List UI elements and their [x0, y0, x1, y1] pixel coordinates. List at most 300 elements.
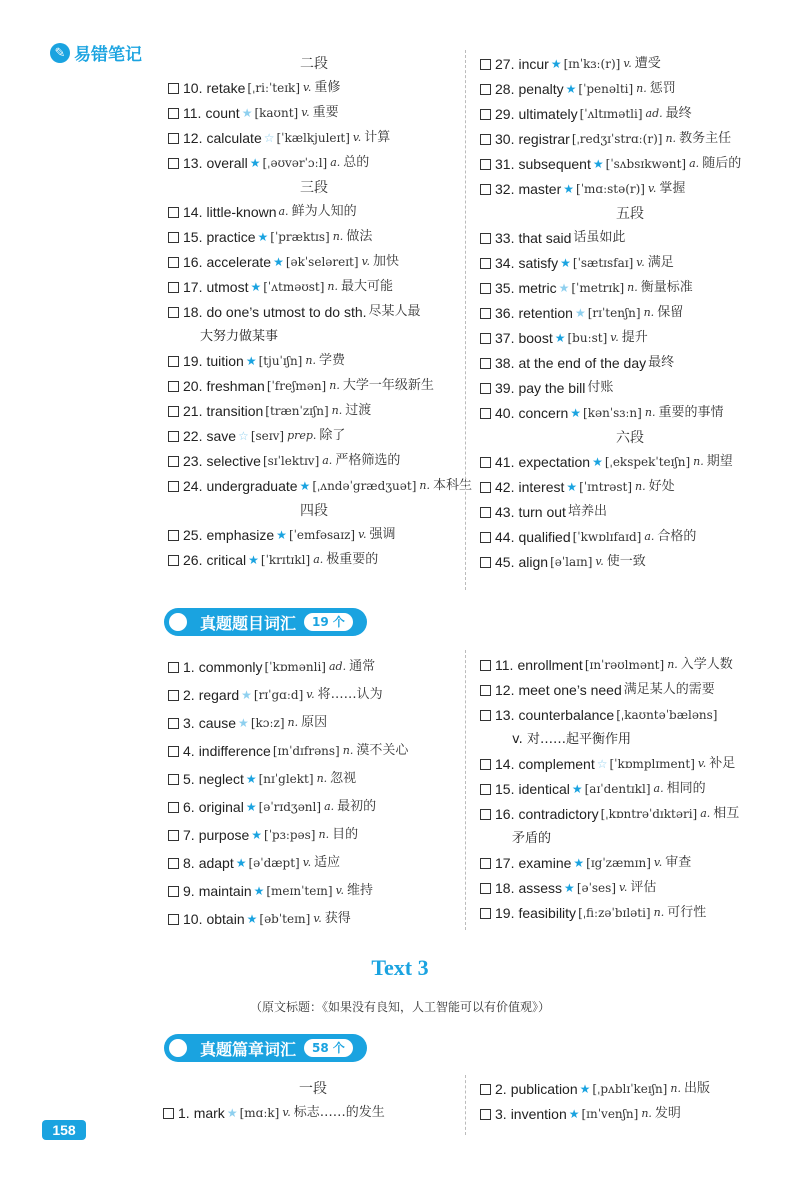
vocab-item: [168, 76, 460, 101]
item-number: 29.: [495, 106, 515, 122]
vocab-word: counterbalance: [518, 707, 615, 723]
checkbox[interactable]: [168, 802, 179, 813]
star-icon: ★: [568, 1107, 580, 1121]
part-of-speech: a.: [330, 156, 341, 169]
meaning: 最终: [648, 355, 675, 370]
checkbox[interactable]: [480, 383, 491, 394]
phonetic: [ˈʌltɪmətli]: [579, 107, 643, 121]
checkbox[interactable]: [480, 59, 491, 70]
vocab-item: [168, 765, 460, 793]
meaning: 随后的: [702, 156, 742, 171]
meaning: 发明: [654, 1106, 681, 1121]
checkbox[interactable]: [480, 159, 491, 170]
checkbox[interactable]: [168, 158, 179, 169]
vocab-item: [168, 548, 460, 573]
item-number: 33.: [495, 230, 515, 246]
phonetic: [nɪˈglekt]: [258, 772, 314, 786]
item-number: 39.: [495, 380, 515, 396]
meaning: 重要: [312, 105, 339, 120]
meaning: 期望: [706, 454, 733, 469]
vocab-item: [480, 52, 780, 77]
checkbox[interactable]: [480, 858, 491, 869]
item-number: 26.: [183, 552, 203, 568]
vocab-item: [168, 681, 460, 709]
phonetic: [ˌkaʊntəˈbæləns]: [616, 708, 718, 722]
checkbox[interactable]: [480, 507, 491, 518]
checkbox[interactable]: [480, 908, 491, 919]
vocab-word: retake: [206, 80, 246, 96]
checkbox[interactable]: [168, 381, 179, 392]
checkbox[interactable]: [480, 184, 491, 195]
checkbox[interactable]: [480, 710, 491, 721]
meaning: 可行性: [667, 905, 707, 920]
meaning: 将……认为: [317, 687, 383, 702]
vocab-item: [168, 225, 460, 250]
vocab-word: save: [206, 428, 237, 444]
checkbox[interactable]: [480, 134, 491, 145]
vocab-word: contradictory: [518, 806, 599, 822]
checkbox[interactable]: [168, 886, 179, 897]
checkbox[interactable]: [480, 759, 491, 770]
phonetic: [ɪnˈrəʊlmənt]: [584, 658, 665, 672]
vocab-item: [168, 849, 460, 877]
checkbox[interactable]: [480, 308, 491, 319]
vocab-item: [480, 276, 780, 301]
item-number: 8.: [183, 855, 195, 871]
item-number: 11.: [495, 657, 514, 673]
star-icon: ★: [246, 912, 258, 926]
star-icon: ★: [245, 800, 257, 814]
item-number: 31.: [495, 156, 515, 172]
checkbox[interactable]: [480, 482, 491, 493]
checkbox[interactable]: [480, 1084, 491, 1095]
item-number: 43.: [495, 504, 515, 520]
checkbox[interactable]: [168, 555, 179, 566]
vocab-item: [168, 821, 460, 849]
meaning: 漠不关心: [356, 743, 409, 758]
star-icon: ★: [226, 1106, 238, 1120]
vocab-item: [168, 374, 460, 399]
phonetic: [əˈses]: [576, 881, 616, 895]
checkbox[interactable]: [168, 914, 179, 925]
phonetic: [ˈɪntrəst]: [579, 480, 633, 494]
phonetic: [ˌʌndəˈgrædʒuət]: [312, 479, 417, 493]
phonetic: [ˌekspekˈteɪʃn]: [604, 455, 691, 469]
checkbox[interactable]: [480, 408, 491, 419]
checkbox[interactable]: [480, 258, 491, 269]
checkbox[interactable]: [480, 532, 491, 543]
column-divider: [465, 1075, 466, 1135]
section3-left-column: [163, 1077, 463, 1126]
item-number: 15.: [495, 781, 515, 797]
meaning: 做法: [346, 229, 373, 244]
part-of-speech: n.: [327, 280, 339, 293]
checkbox[interactable]: [168, 830, 179, 841]
checkbox[interactable]: [480, 457, 491, 468]
part-of-speech: ad.: [645, 107, 663, 120]
phonetic: [rɪˈtenʃn]: [587, 306, 641, 320]
vocab-word: overall: [206, 155, 248, 171]
item-number: 10.: [183, 80, 203, 96]
checkbox[interactable]: [168, 257, 179, 268]
vocab-item: [168, 737, 460, 765]
checkbox[interactable]: [168, 746, 179, 757]
part-of-speech: n.: [419, 479, 430, 492]
vocab-word: feasibility: [518, 905, 577, 921]
star-icon: ★: [564, 881, 575, 895]
banner-passage-vocab: [164, 1034, 367, 1062]
checkbox[interactable]: [480, 784, 491, 795]
checkbox[interactable]: [480, 109, 491, 120]
vocab-word: mark: [193, 1105, 225, 1121]
star-icon: ★: [241, 106, 253, 120]
item-number: 14.: [495, 756, 515, 772]
meaning: 过渡: [345, 403, 372, 418]
vocab-item: [480, 901, 780, 926]
magnifier-circle-icon: [166, 610, 190, 634]
item-number: 38.: [495, 355, 515, 371]
checkbox[interactable]: [168, 207, 179, 218]
meaning: 除了: [319, 428, 346, 443]
item-number: 34.: [495, 255, 515, 271]
vocab-item: [168, 709, 460, 737]
checkbox[interactable]: [168, 481, 179, 492]
checkbox[interactable]: [168, 282, 179, 293]
meaning: 出版: [683, 1081, 710, 1096]
star-icon: ★: [241, 688, 252, 702]
part-of-speech: a.: [689, 157, 700, 170]
part-of-speech: n.: [329, 379, 340, 392]
item-number: 25.: [183, 527, 203, 543]
vocab-word: metric: [518, 280, 557, 296]
checkbox[interactable]: [480, 685, 491, 696]
vocab-item: [480, 550, 780, 575]
meaning: 标志……的发生: [293, 1105, 385, 1120]
vocab-item: [480, 703, 780, 728]
vocab-item: [480, 475, 780, 500]
star-icon: ★: [570, 406, 582, 420]
phonetic: [ˈkwɒlɪfaɪd]: [572, 530, 642, 544]
checkbox[interactable]: [480, 358, 491, 369]
item-number: 13.: [495, 707, 515, 723]
checkbox[interactable]: [163, 1108, 174, 1119]
item-number: 18.: [495, 880, 515, 896]
vocab-item: [168, 399, 460, 424]
vocab-word: retention: [518, 305, 573, 321]
item-number: 7.: [183, 827, 195, 843]
item-number: 19.: [183, 353, 203, 369]
phonetic: [ˈmɑːstə(r)]: [576, 182, 645, 196]
vocab-word: purpose: [198, 827, 250, 843]
banner-bar: [164, 608, 367, 636]
phonetic: [ˈkælkjuleɪt]: [276, 131, 350, 145]
magnifier-circle-icon: [166, 1036, 190, 1060]
checkbox[interactable]: [480, 84, 491, 95]
part-of-speech: n.: [316, 772, 328, 785]
vocab-word: neglect: [198, 771, 244, 787]
vocab-word: original: [198, 799, 244, 815]
meaning: 好处: [648, 479, 675, 494]
phonetic: [meɪnˈteɪn]: [266, 884, 333, 898]
star-icon: ★: [299, 479, 311, 493]
vocab-word: regard: [198, 687, 240, 703]
vocab-item: [168, 250, 460, 275]
part-of-speech: n.: [670, 1082, 681, 1095]
item-number: 9.: [183, 883, 195, 899]
checkbox[interactable]: [168, 133, 179, 144]
vocab-continuation: 矛盾的: [512, 831, 552, 846]
vocab-item: [480, 802, 780, 827]
vocab-word: identical: [518, 781, 570, 797]
vocab-continuation: v. 对……起平衡作用: [512, 732, 631, 747]
star-icon: ★: [565, 82, 577, 96]
part-of-speech: n.: [627, 281, 638, 294]
vocab-item: [480, 1102, 780, 1127]
part-of-speech: v.: [358, 528, 367, 541]
part-of-speech: v.: [636, 256, 645, 269]
checkbox[interactable]: [168, 108, 179, 119]
vocab-item: [168, 877, 460, 905]
banner-count: 19 个: [304, 613, 353, 631]
item-number: 44.: [495, 529, 515, 545]
vocab-word: at the end of the day: [518, 355, 647, 371]
checkbox[interactable]: [480, 333, 491, 344]
item-number: 20.: [183, 378, 203, 394]
page-number: 158: [42, 1120, 86, 1140]
part-of-speech: n.: [667, 658, 678, 671]
vocab-word: that said: [518, 230, 572, 246]
star-icon: ★: [563, 182, 575, 196]
part-of-speech: v.: [610, 331, 619, 344]
checkbox[interactable]: [480, 660, 491, 671]
item-number: 27.: [495, 56, 515, 72]
part-of-speech: v.: [619, 881, 628, 894]
vocab-word: interest: [518, 479, 565, 495]
vocab-item: [168, 523, 460, 548]
checkbox[interactable]: [168, 83, 179, 94]
item-number: 15.: [183, 229, 203, 245]
item-number: 17.: [183, 279, 203, 295]
part-of-speech: v.: [313, 912, 322, 925]
vocab-word: accelerate: [206, 254, 272, 270]
checkbox[interactable]: [168, 774, 179, 785]
item-number: 2.: [495, 1081, 507, 1097]
vocab-word: expectation: [518, 454, 591, 470]
meaning: 加快: [372, 254, 399, 269]
meaning: 忽视: [330, 771, 357, 786]
phonetic: [ˌriːˈteɪk]: [247, 81, 301, 95]
section2-right-column: [480, 653, 780, 926]
text-title: Text 3: [371, 955, 429, 980]
meaning: 强调: [369, 527, 396, 542]
item-number: 5.: [183, 771, 195, 787]
vocab-word: maintain: [198, 883, 252, 899]
item-number: 16.: [183, 254, 203, 270]
phonetic: [ˈpɜːpəs]: [264, 828, 316, 842]
part-of-speech: n.: [332, 230, 344, 243]
phonetic: [ˈfreʃmən]: [266, 379, 327, 393]
part-of-speech: ad.: [328, 660, 347, 673]
item-number: 19.: [495, 905, 515, 921]
star-icon: ★: [554, 331, 566, 345]
checkbox[interactable]: [168, 858, 179, 869]
item-number: 16.: [495, 806, 515, 822]
vocab-item: [480, 401, 780, 426]
meaning: 计算: [364, 130, 391, 145]
part-of-speech: n.: [305, 354, 316, 367]
part-of-speech: n.: [287, 716, 299, 729]
meaning: 最终: [665, 106, 692, 121]
vocab-item: [480, 226, 780, 251]
vocab-word: turn out: [518, 504, 566, 520]
part-of-speech: v.: [697, 757, 707, 770]
phonetic: [ˌpʌblɪˈkeɪʃn]: [592, 1082, 668, 1096]
checkbox[interactable]: [480, 283, 491, 294]
part-of-speech: v.: [595, 555, 604, 568]
phonetic: [ˈkɒmplɪment]: [609, 757, 695, 771]
paragraph-heading: 二段: [300, 56, 328, 72]
phonetic: [buːst]: [567, 331, 608, 345]
phonetic: [ɪnˈkɜː(r)]: [563, 57, 621, 71]
checkbox[interactable]: [168, 356, 179, 367]
phonetic: [tjuˈɪʃn]: [258, 354, 303, 368]
checkbox[interactable]: [168, 406, 179, 417]
item-number: 1.: [178, 1105, 190, 1121]
checkbox[interactable]: [168, 456, 179, 467]
vocab-word: satisfy: [518, 255, 559, 271]
vocab-item: [168, 101, 460, 126]
meaning: 话虽如此: [573, 230, 626, 245]
checkbox[interactable]: [168, 307, 179, 318]
part-of-speech: a.: [324, 800, 335, 813]
part-of-speech: v.: [306, 688, 315, 701]
meaning: 获得: [324, 911, 351, 926]
vocab-word: freshman: [206, 378, 265, 394]
star-icon: ★: [248, 553, 259, 567]
part-of-speech: a.: [644, 530, 655, 543]
paragraph-heading: 三段: [300, 180, 328, 196]
phonetic: [ɪnˈdɪfrəns]: [272, 744, 340, 758]
checkbox[interactable]: [480, 233, 491, 244]
vocab-item: [480, 777, 780, 802]
star-icon: ★: [257, 230, 269, 244]
phonetic: [əkˈseləreɪt]: [285, 255, 359, 269]
checkbox[interactable]: [168, 232, 179, 243]
meaning: 补足: [709, 756, 736, 771]
vocab-word: enrollment: [517, 657, 583, 673]
phonetic: [ˌəʊvərˈɔːl]: [262, 156, 328, 170]
vocab-item: [168, 424, 460, 449]
vocab-word: penalty: [518, 81, 564, 97]
vocab-item: [168, 275, 460, 300]
item-number: 36.: [495, 305, 515, 321]
phonetic: [trænˈzɪʃn]: [265, 404, 329, 418]
phonetic: [aɪˈdentɪkl]: [584, 782, 651, 796]
checkbox[interactable]: [480, 557, 491, 568]
part-of-speech: a.: [322, 454, 333, 467]
checkbox[interactable]: [480, 809, 491, 820]
star-icon: ★: [558, 281, 570, 295]
item-number: 18.: [183, 304, 203, 320]
star-icon: ★: [253, 884, 265, 898]
meaning: 满足: [647, 255, 674, 270]
item-number: 42.: [495, 479, 515, 495]
vocab-word: incur: [518, 56, 549, 72]
meaning: 学费: [318, 353, 345, 368]
meaning: 掌握: [659, 181, 686, 196]
vocab-word: do one’s utmost to do sth.: [206, 304, 367, 320]
part-of-speech: v.: [282, 1106, 291, 1119]
part-of-speech: v.: [303, 81, 312, 94]
item-number: 2.: [183, 687, 195, 703]
paragraph-heading: 一段: [299, 1081, 327, 1097]
phonetic: [ˈsʌbsɪkwənt]: [605, 157, 687, 171]
item-number: 24.: [183, 478, 203, 494]
part-of-speech: prep.: [287, 429, 317, 442]
vocab-item: [480, 301, 780, 326]
original-title: （原文标题：《如果没有良知，人工智能可以有价值观》）: [249, 1000, 550, 1014]
phonetic: [sɪˈlektɪv]: [262, 454, 320, 468]
item-number: 22.: [183, 428, 203, 444]
meaning: 本科生: [432, 478, 472, 493]
meaning: 总的: [343, 155, 370, 170]
star-icon: ★: [571, 782, 583, 796]
phonetic: [ˈkɒmənli]: [264, 660, 326, 674]
phonetic: [ˈpræktɪs]: [270, 230, 330, 244]
phonetic: [ˈkrɪtɪkl]: [260, 553, 311, 567]
vocab-word: cause: [198, 715, 237, 731]
checkbox[interactable]: [168, 530, 179, 541]
star-icon: ★: [579, 1082, 591, 1096]
item-number: 30.: [495, 131, 515, 147]
checkbox[interactable]: [480, 883, 491, 894]
paragraph-heading: 四段: [300, 503, 328, 519]
phonetic: [ˌredʒɪˈstrɑː(r)]: [571, 132, 663, 146]
vocab-word: ultimately: [518, 106, 578, 122]
part-of-speech: v.: [647, 182, 657, 195]
item-number: 28.: [495, 81, 515, 97]
star-icon: ★: [250, 280, 262, 294]
vocab-item: [168, 151, 460, 176]
item-number: 4.: [183, 743, 195, 759]
meaning: 鲜为人知的: [291, 204, 357, 219]
part-of-speech: a.: [653, 782, 664, 795]
item-number: 37.: [495, 330, 515, 346]
phonetic: [kaʊnt]: [254, 106, 299, 120]
part-of-speech: a.: [313, 553, 324, 566]
vocab-word: critical: [206, 552, 247, 568]
item-number: 12.: [495, 682, 515, 698]
part-of-speech: v.: [361, 255, 370, 268]
vocab-item: [168, 449, 460, 474]
star-icon: ☆: [263, 131, 275, 145]
phonetic: [ˌkɒntrəˈdɪktəri]: [600, 807, 698, 821]
checkbox[interactable]: [168, 662, 179, 673]
checkbox[interactable]: [480, 1109, 491, 1120]
meaning: 相同的: [666, 781, 706, 796]
vocab-word: subsequent: [518, 156, 591, 172]
vocab-word: transition: [206, 403, 264, 419]
phonetic: [ˈmetrɪk]: [571, 281, 625, 295]
star-icon: ★: [574, 306, 586, 320]
checkbox[interactable]: [168, 431, 179, 442]
star-icon: ★: [573, 856, 585, 870]
checkbox[interactable]: [168, 718, 179, 729]
checkbox[interactable]: [168, 690, 179, 701]
meaning: 惩罚: [649, 81, 676, 96]
column-divider: [465, 650, 466, 930]
vocab-item: [480, 500, 780, 525]
